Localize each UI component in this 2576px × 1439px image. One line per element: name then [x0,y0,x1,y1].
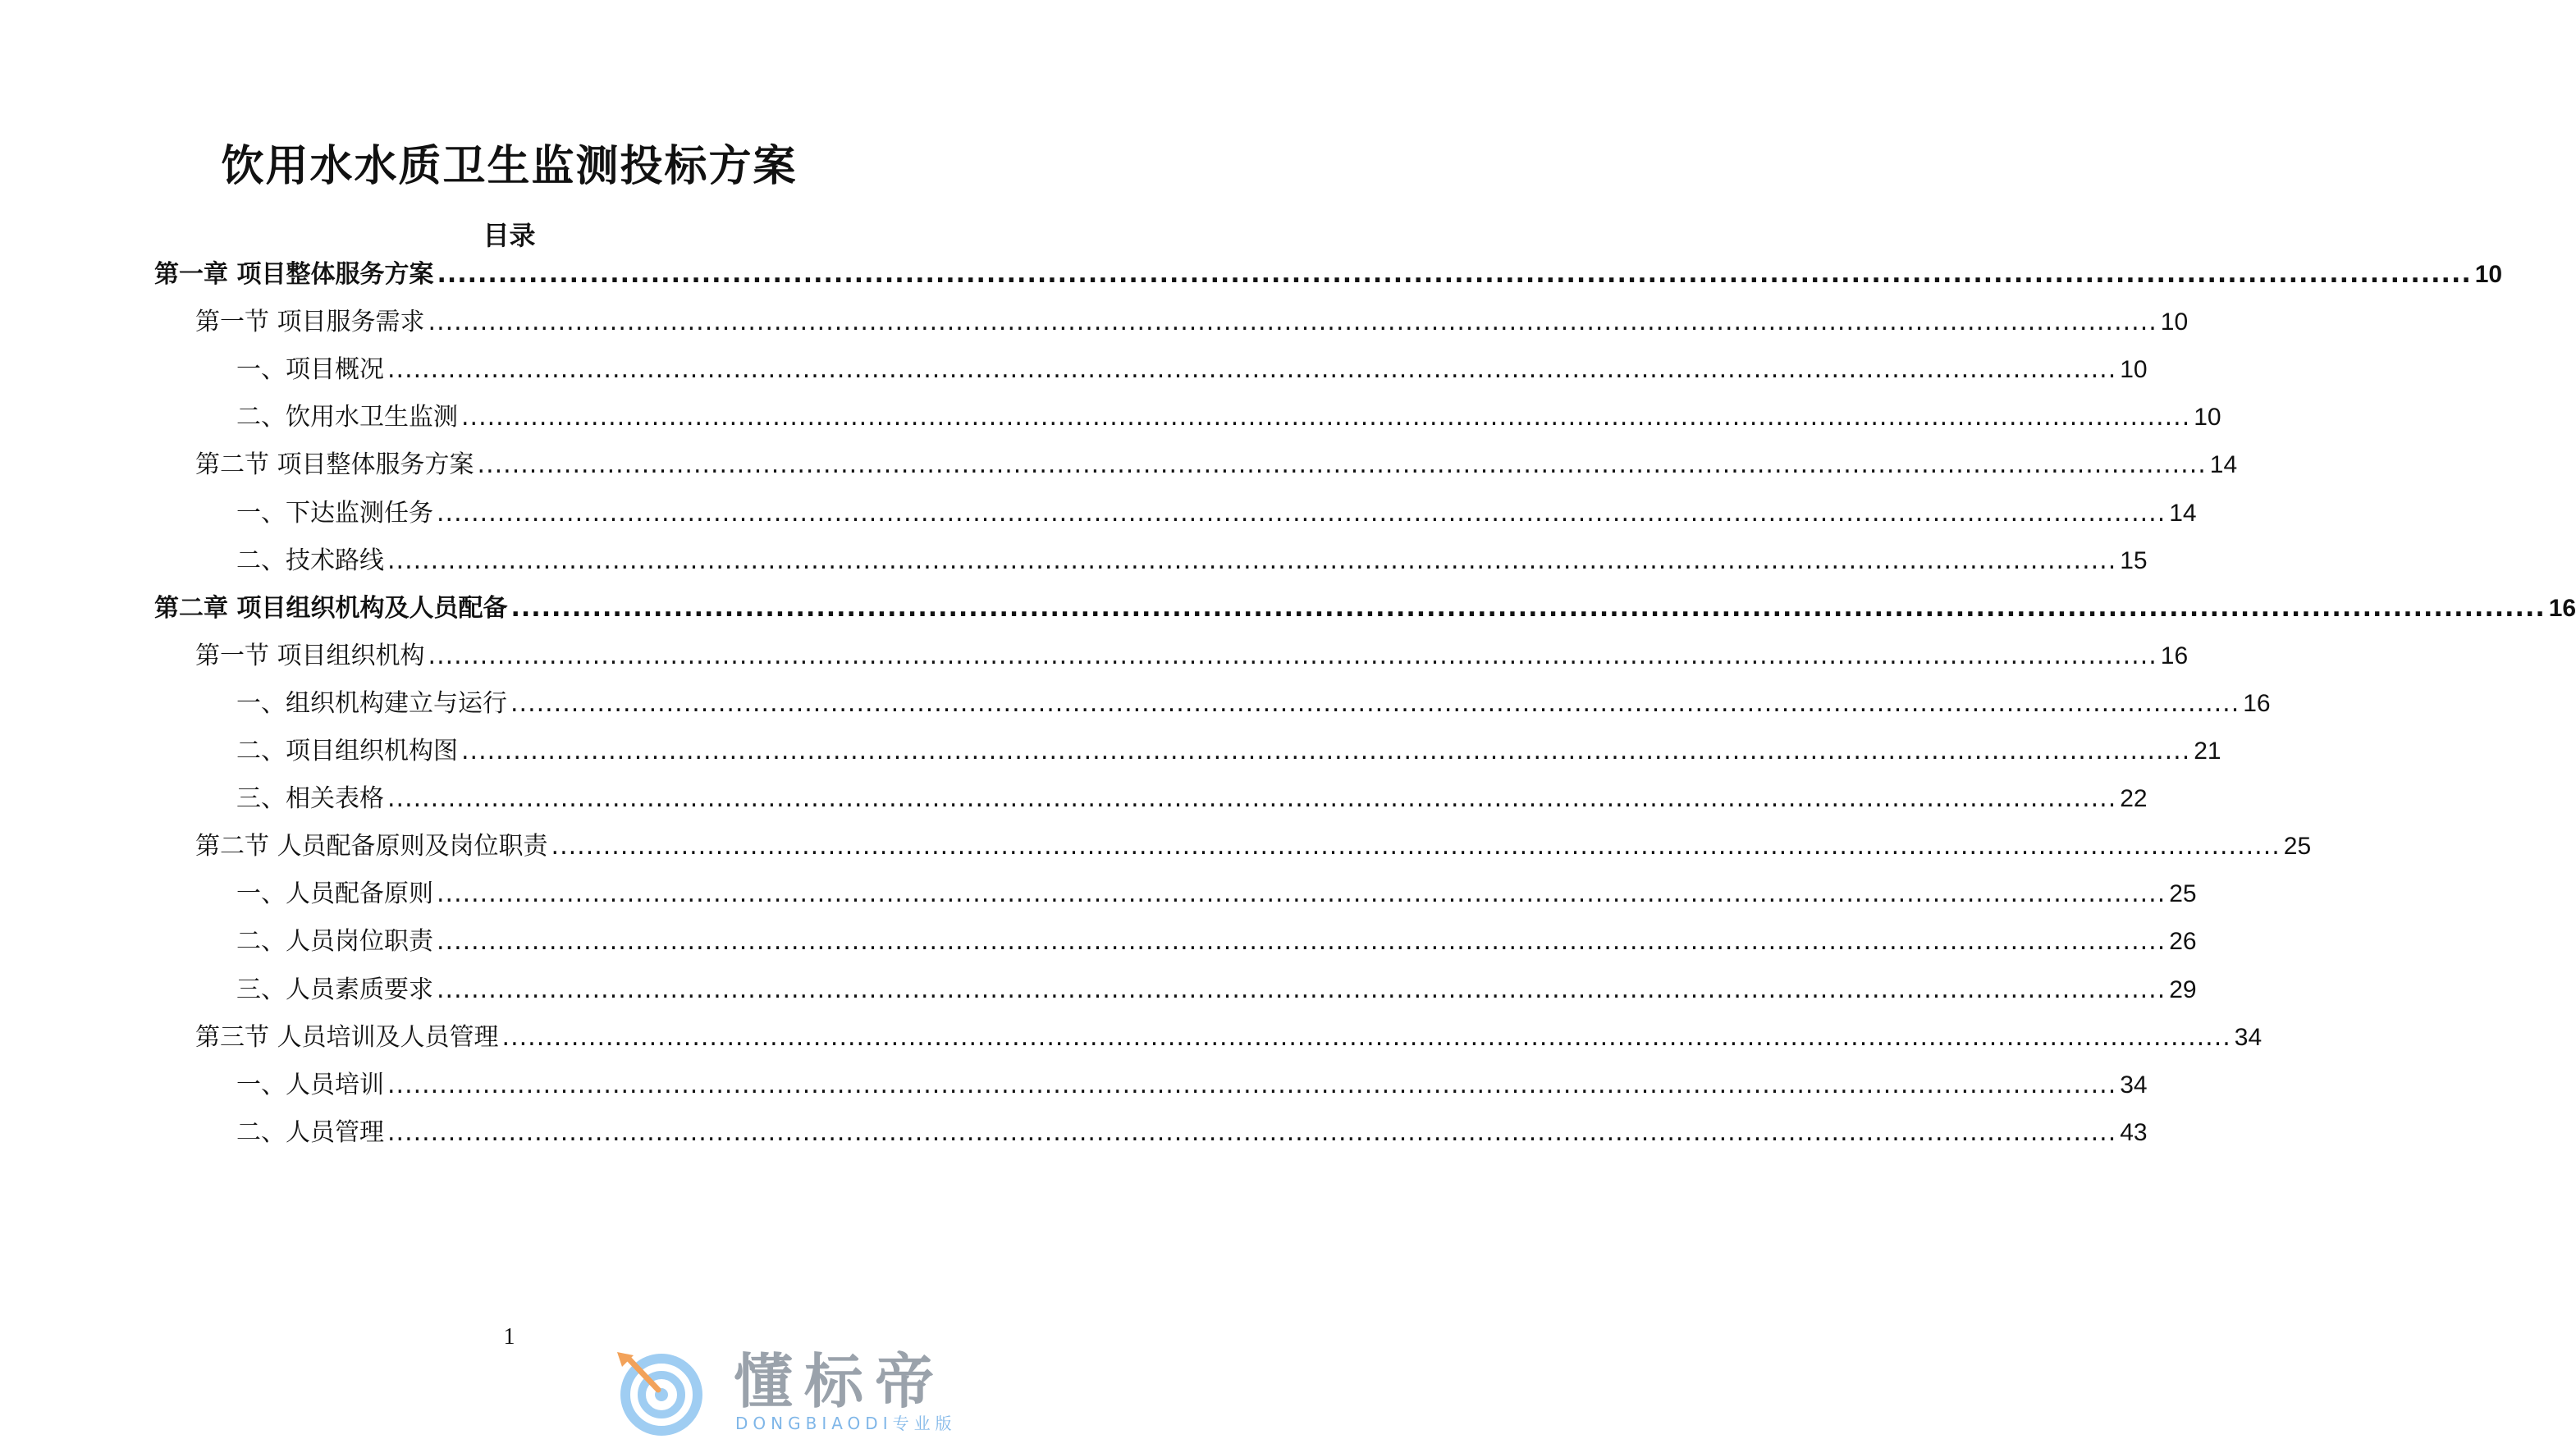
toc-entry-text: 二、饮用水卫生监测 [236,403,458,432]
toc-entry[interactable] [236,779,2148,819]
toc-entry-text: 第一节 项目服务需求 [195,308,425,336]
toc-page-number: 16 [2548,595,2576,622]
toc-page-number: 15 [2120,547,2148,574]
toc-page-number: 10 [2474,261,2503,288]
toc-dot-leader: ........................................................................................................................................................................................................ [477,450,2207,479]
toc-entry-text: 二、技术路线 [236,546,384,575]
page-number: 1 [503,1324,515,1350]
toc-dot-leader: ........................................................................................................................................................................................................ [437,499,2166,528]
watermark-brand: 懂标帝 [734,1347,946,1416]
toc-page-number: 25 [2283,833,2312,860]
toc-dot-leader: ........................................................................................................................................................................................................ [437,927,2166,956]
watermark-subtitle: DONGBIAODI专业版 [735,1414,957,1433]
toc-entry[interactable] [236,541,2148,581]
toc-dot-leader: ........................................................................................................................................................................................................ [437,975,2166,1004]
toc-entry[interactable] [236,398,2221,437]
toc-page-number: 21 [2194,738,2221,765]
toc-entry[interactable] [236,350,2148,390]
toc-entry[interactable] [195,1018,2263,1058]
toc-entry-text: 一、人员配备原则 [236,879,433,908]
watermark [611,1345,1004,1439]
toc-dot-leader: ........................................................................................................................................................................................................ [387,1071,2117,1099]
toc-dot-leader: ........................................................................................................................................................................................................ [501,1023,2231,1052]
toc-entry[interactable] [236,684,2271,724]
toc-dot-leader: ........................................................................................................................................................................................................ [510,689,2240,718]
toc-entry[interactable] [195,445,2238,485]
toc-entry[interactable] [236,1066,2148,1105]
toc-entry[interactable] [195,637,2189,676]
toc-dot-leader: ........................................................................................................................................................................................................ [387,355,2117,384]
toc-entry-text: 三、相关表格 [236,784,384,813]
toc-entry-text: 三、人员素质要求 [236,975,433,1004]
toc-entry-text: 一、组织机构建立与运行 [236,689,507,718]
toc-entry-text: 第一节 项目组织机构 [195,642,425,670]
toc-page-number: 10 [2194,404,2221,431]
document-title: 饮用水水质卫生监测投标方案 [221,142,798,191]
toc-dot-leader: ........................................................................................................................................................................................................ [437,879,2166,908]
target-logo-icon [611,1345,709,1439]
toc-page-number: 25 [2169,880,2197,907]
toc-entry[interactable] [195,303,2189,342]
toc-entry-text: 一、下达监测任务 [236,499,433,528]
toc-page-number: 29 [2169,976,2197,1003]
toc-entry[interactable] [154,255,2503,295]
toc-dot-leader: ........................................................................................................................................................................................................ [387,1118,2117,1147]
toc-entry[interactable] [236,732,2221,771]
toc-entry-text: 第二章 项目组织机构及人员配备 [154,594,508,623]
toc-dot-leader: ........................................................................................................................................................................................................ [387,546,2117,575]
toc-entry-text: 一、人员培训 [236,1071,384,1099]
toc-dot-leader: ........................................................................................................................................................................................................ [461,737,2191,765]
toc-entry-text: 二、项目组织机构图 [236,737,458,765]
toc-entry-text: 一、项目概况 [236,355,384,384]
toc-entry-text: 第一章 项目整体服务方案 [154,260,434,289]
toc-entry-text: 第三节 人员培训及人员管理 [195,1023,499,1052]
toc-page-number: 14 [2169,500,2197,527]
toc-entry[interactable] [154,589,2576,628]
toc-page-number: 14 [2209,451,2238,478]
toc-entry[interactable] [236,922,2197,962]
toc-page-number: 34 [2120,1071,2148,1099]
toc-entry[interactable] [236,875,2197,914]
toc-dot-leader: ........................................................................................................................................................................................................ [510,594,2546,623]
toc-entry[interactable] [236,971,2197,1010]
toc-page-number: 43 [2120,1119,2148,1146]
toc-dot-leader: ........................................................................................................................................................................................................ [551,832,2281,861]
toc-entry[interactable] [195,827,2312,866]
toc-entry[interactable] [236,494,2197,533]
toc-dot-leader: ........................................................................................................................................................................................................ [461,403,2191,432]
toc-dot-leader: ........................................................................................................................................................................................................ [437,260,2472,289]
toc-heading: 目录 [483,220,536,251]
toc-page-number: 26 [2169,928,2197,955]
toc-entry-text: 第二节 人员配备原则及岗位职责 [195,832,548,861]
toc-page-number: 10 [2120,356,2148,383]
toc-page-number: 10 [2160,308,2189,336]
toc-entry-text: 二、人员管理 [236,1118,384,1147]
toc-entry-text: 二、人员岗位职责 [236,927,433,956]
toc-page-number: 34 [2234,1024,2263,1051]
toc-dot-leader: ........................................................................................................................................................................................................ [428,642,2157,670]
toc-dot-leader: ........................................................................................................................................................................................................ [387,784,2117,813]
toc-dot-leader: ........................................................................................................................................................................................................ [428,308,2157,336]
toc-page-number: 16 [2243,690,2271,717]
toc-page-number: 22 [2120,785,2148,812]
toc-entry-text: 第二节 项目整体服务方案 [195,450,474,479]
toc-entry[interactable] [236,1113,2148,1153]
toc-page-number: 16 [2160,642,2189,669]
